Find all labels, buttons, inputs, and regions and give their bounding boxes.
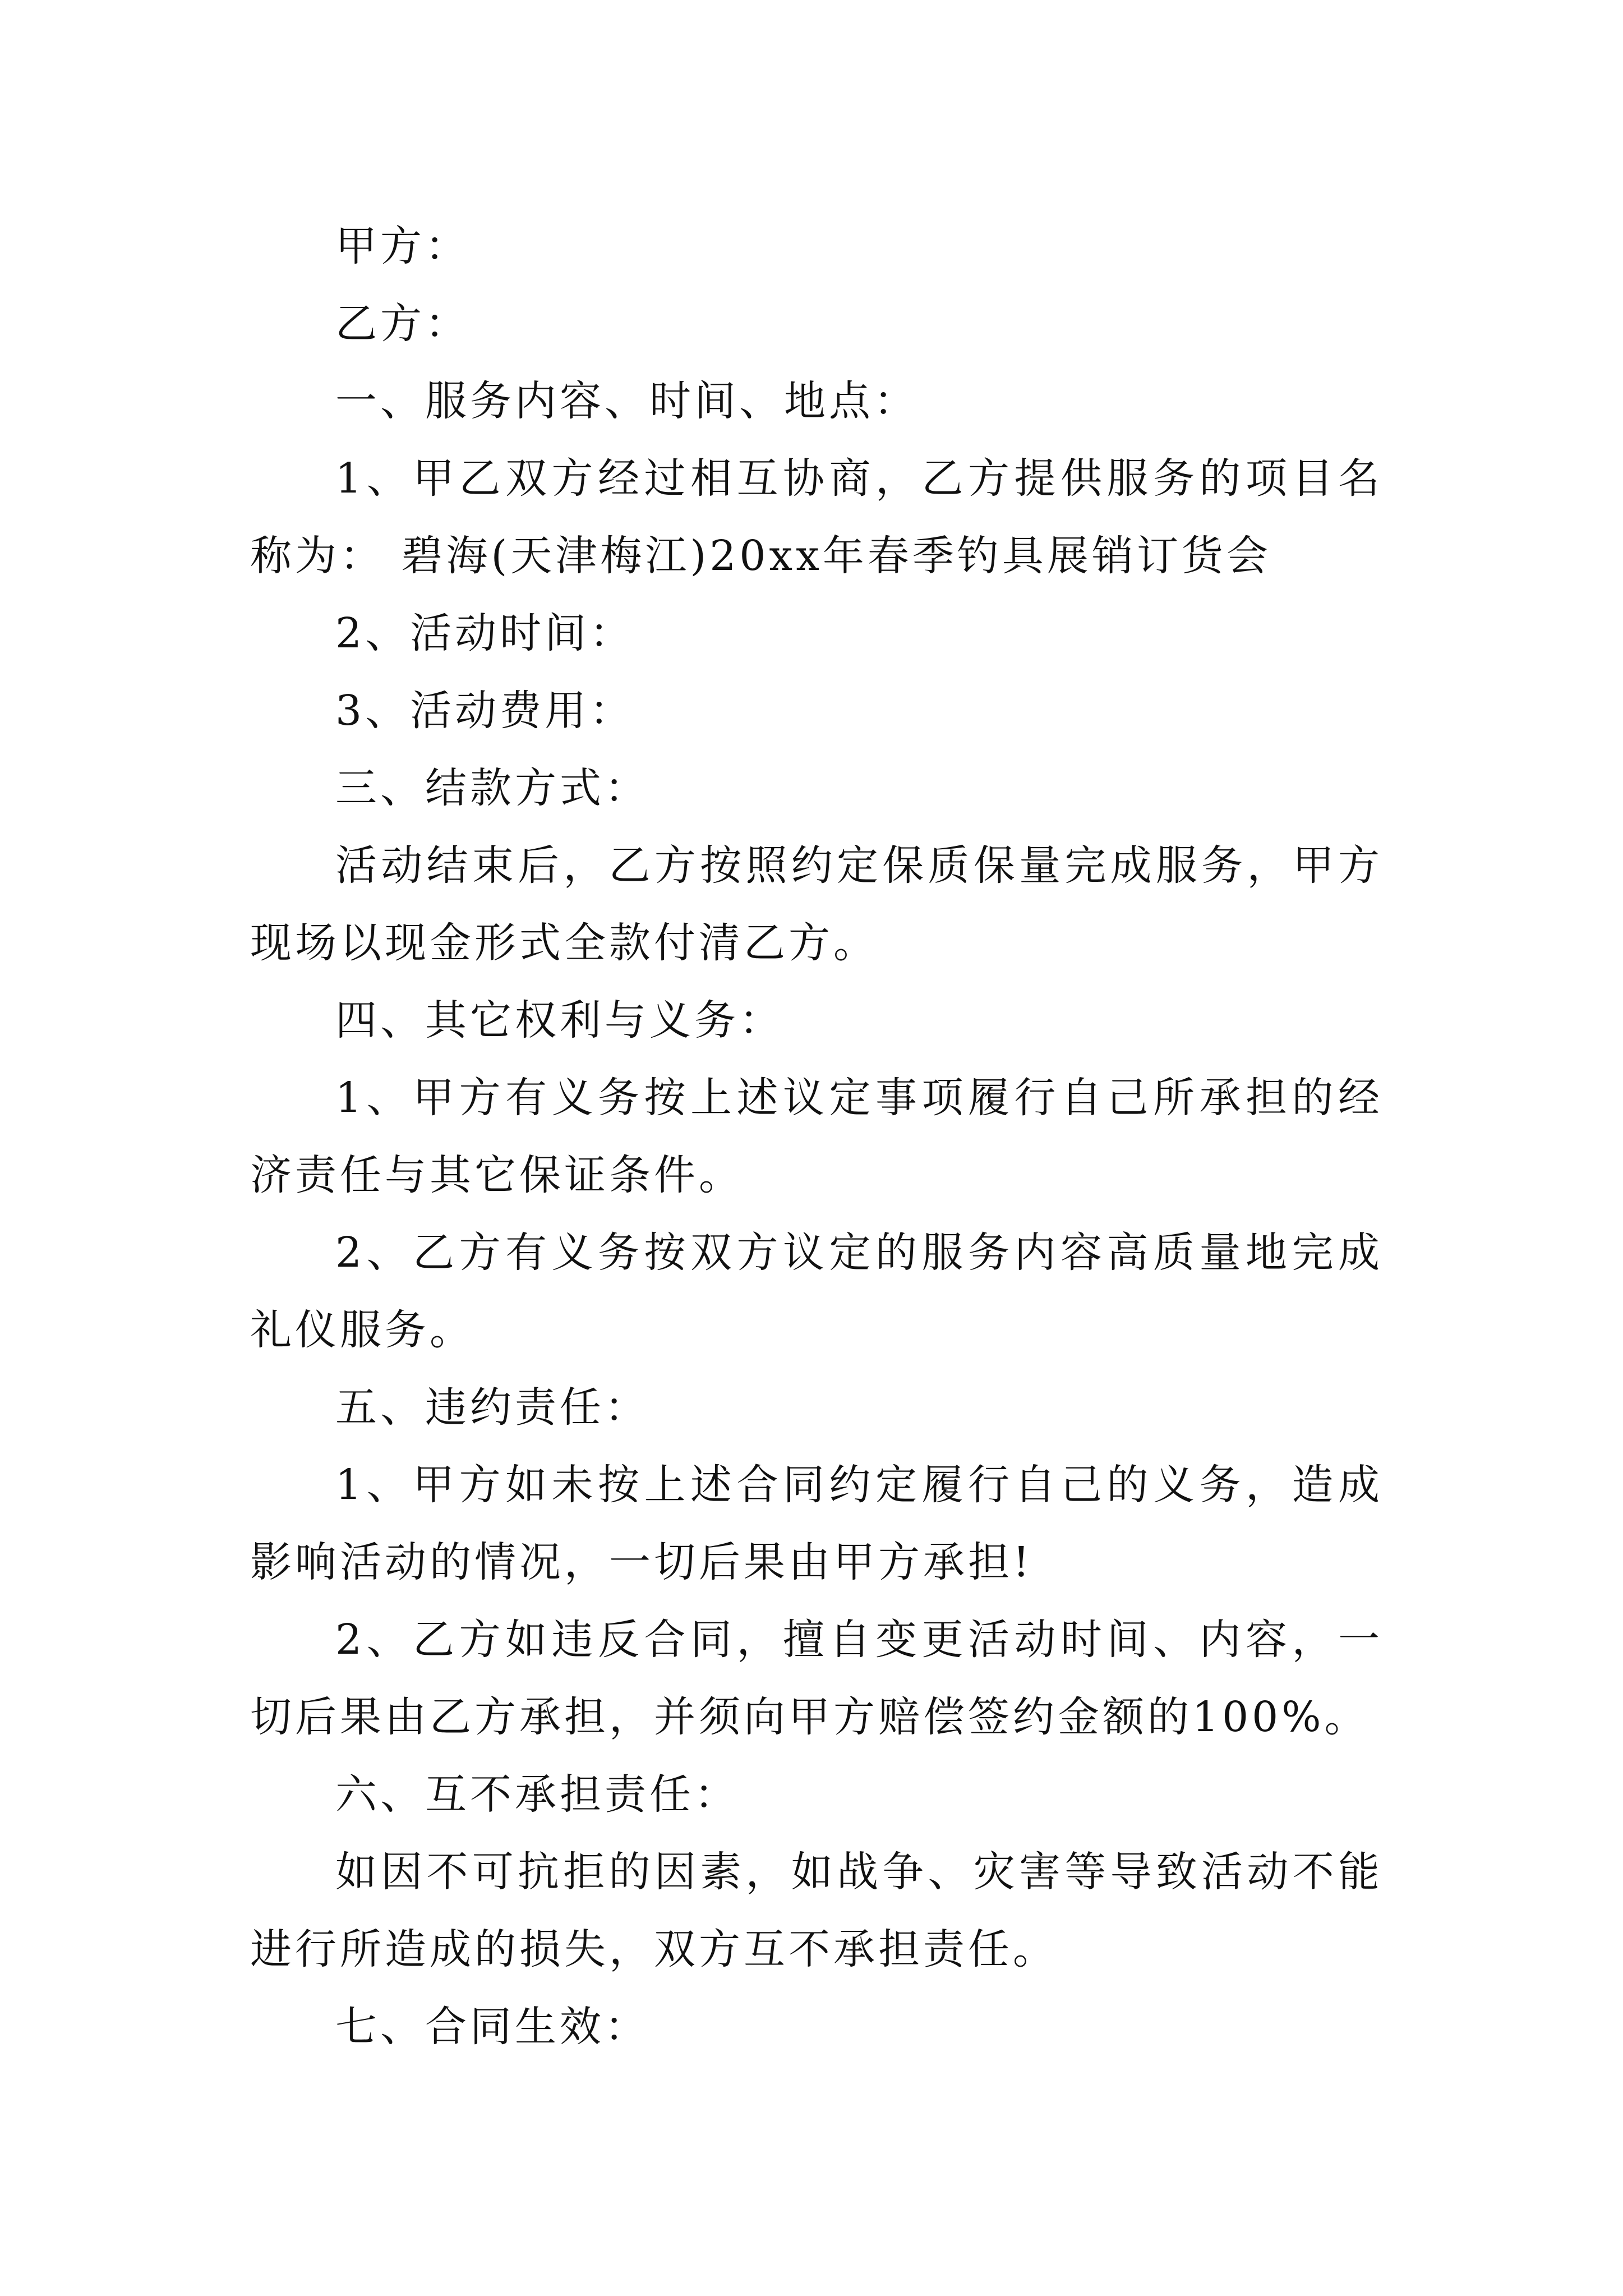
breach-item-1: 1、甲方如未按上述合同约定履行自己的义务，造成影响活动的情况，一切后果由甲方承担!	[250, 1461, 1383, 1586]
service-item-3: 3、活动费用：	[335, 687, 635, 735]
force-majeure-text: 如因不可抗拒的因素，如战争、灾害等导致活动不能进行所造成的损失，双方互不承担责任。	[250, 1848, 1383, 1973]
rights-item-1: 1、甲方有义务按上述议定事项履行自己所承担的经济责任与其它保证条件。	[250, 1074, 1383, 1199]
service-item-1: 1、甲乙双方经过相互协商，乙方提供服务的项目名称为： 碧海(天津梅江)20xx年春季钓具展销订货会	[250, 454, 1383, 580]
service-item-2: 2、活动时间：	[335, 609, 635, 657]
section-heading-breach: 五、违约责任：	[335, 1383, 649, 1432]
section-heading-effective: 七、合同生效：	[335, 2003, 649, 2051]
section-heading-payment: 三、结款方式：	[335, 764, 649, 812]
party-b-line: 乙方：	[335, 300, 470, 348]
party-a-line: 甲方：	[335, 222, 470, 270]
rights-item-2: 2、乙方有义务按双方议定的服务内容高质量地完成礼仪服务。	[250, 1228, 1383, 1354]
section-heading-service: 一、服务内容、时间、地点：	[335, 377, 919, 425]
breach-item-2: 2、乙方如违反合同，擅自变更活动时间、内容，一切后果由乙方承担，并须向甲方赔偿签约金额的100%。	[250, 1616, 1383, 1741]
document-body	[250, 208, 1383, 2065]
section-heading-force-majeure: 六、互不承担责任：	[335, 1770, 739, 1819]
section-heading-rights: 四、其它权利与义务：	[335, 996, 784, 1045]
payment-text: 活动结束后，乙方按照约定保质保量完成服务，甲方现场以现金形式全款付清乙方。	[250, 841, 1383, 967]
